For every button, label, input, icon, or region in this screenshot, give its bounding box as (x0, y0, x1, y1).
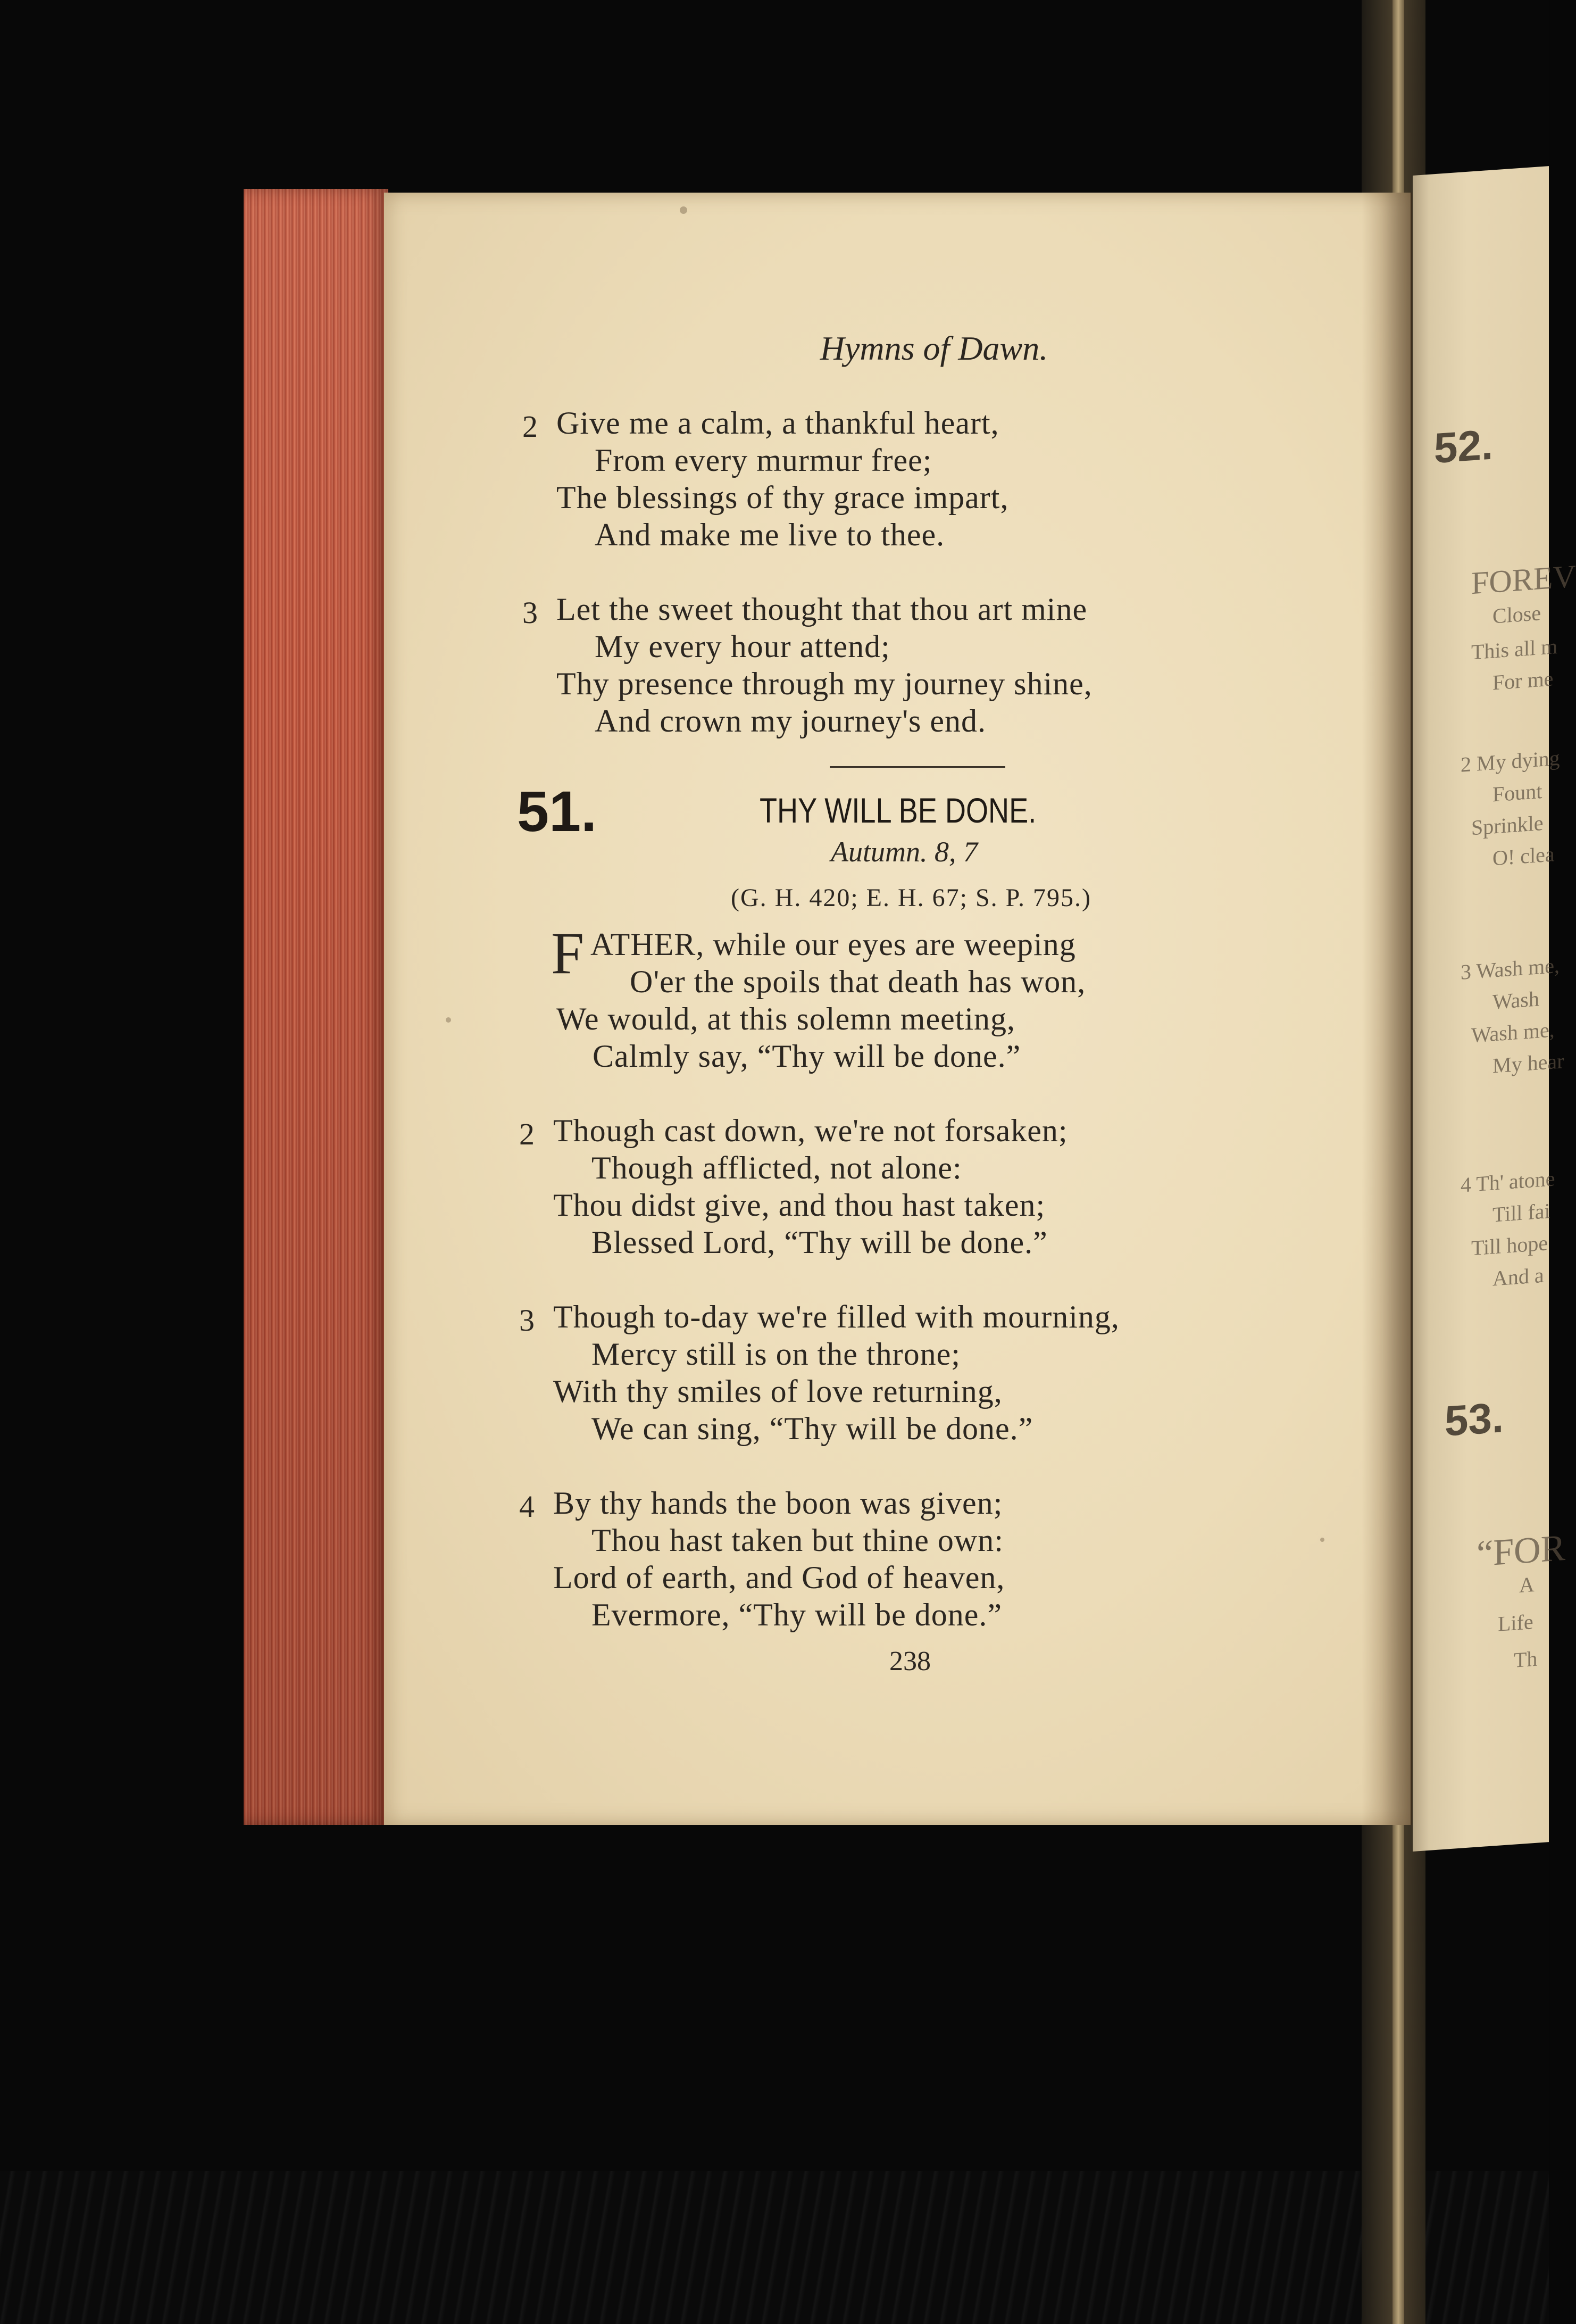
facing-page (1413, 166, 1576, 1852)
verse-line: With thy smiles of love returning, (553, 1374, 1003, 1409)
verse-line: Though cast down, we're not forsaken; (553, 1113, 1068, 1148)
hymn-title: THY WILL BE DONE. (760, 791, 1037, 830)
verse-line: Thou didst give, and thou hast taken; (553, 1188, 1046, 1223)
verse-line: Thy presence through my journey shine, (556, 666, 1093, 701)
verse-line: We would, at this solemn meeting, (556, 1001, 1016, 1036)
facing-line: My hear (1492, 1049, 1564, 1078)
verse-line: From every murmur free; (595, 443, 932, 478)
facing-line: For me (1492, 666, 1554, 695)
facing-line: 4 Th' atone (1461, 1166, 1555, 1197)
verse-line: The blessings of thy grace impart, (556, 480, 1009, 515)
hymnal-references: (G. H. 420; E. H. 67; S. P. 795.) (731, 884, 1092, 912)
facing-line: And a (1492, 1263, 1544, 1291)
paper-speck (446, 1017, 451, 1023)
verse-line: And make me live to thee. (595, 517, 945, 552)
facing-line: Wash (1492, 986, 1539, 1014)
verse-line: O'er the spoils that death has won, (630, 964, 1086, 999)
paper-speck (1320, 1538, 1324, 1542)
facing-line: Till fai (1492, 1198, 1550, 1227)
tune-meter: Autumn. 8, 7 (831, 836, 978, 868)
page-edges-shade (244, 189, 388, 1825)
verse-line: Calmly say, “Thy will be done.” (593, 1039, 1021, 1074)
verse-line: Though afflicted, not alone: (591, 1150, 962, 1185)
verse-line: Give me a calm, a thankful heart, (556, 405, 999, 441)
scanner-bed (0, 2171, 1549, 2324)
verse-line: By thy hands the boon was given; (553, 1485, 1003, 1521)
facing-line: 3 Wash me, (1461, 953, 1560, 984)
verse-line: Blessed Lord, “Thy will be done.” (591, 1225, 1048, 1260)
drop-cap: F (551, 920, 585, 986)
verse-line: ATHER, while our eyes are weeping (590, 927, 1076, 962)
page-number: 238 (889, 1646, 931, 1676)
verse-number: 4 (519, 1489, 535, 1524)
verse-line: Thou hast taken but thine own: (591, 1523, 1004, 1558)
verse-line: Though to-day we're filled with mourning, (553, 1299, 1120, 1334)
verse-line: Mercy still is on the throne; (591, 1337, 961, 1372)
section-divider (830, 766, 1005, 768)
hymn-number: 51. (517, 779, 597, 843)
facing-hymn-52-number: 52. (1434, 420, 1494, 472)
running-header: Hymns of Dawn. (820, 329, 1048, 367)
facing-line: 2 My dying (1461, 745, 1560, 777)
verse-line: And crown my journey's end. (595, 703, 987, 738)
facing-line: Close (1492, 601, 1541, 628)
facing-line: Th (1514, 1646, 1538, 1672)
verse-line: Evermore, “Thy will be done.” (591, 1597, 1003, 1632)
page-gutter-shadow (1362, 193, 1412, 1825)
facing-line: Wash me, (1471, 1017, 1555, 1048)
paper-speck (680, 206, 687, 214)
verse-number: 2 (519, 1117, 535, 1151)
verse-line: My every hour attend; (595, 629, 890, 664)
facing-line: “FOR (1477, 1527, 1566, 1575)
verse-number: 3 (522, 595, 538, 630)
facing-line: Life (1498, 1609, 1533, 1636)
verse-line: We can sing, “Thy will be done.” (591, 1411, 1033, 1446)
facing-line: Till hope (1471, 1231, 1548, 1260)
facing-line: This all m (1471, 634, 1558, 665)
facing-line: Fount (1492, 778, 1542, 807)
facing-line: Sprinkle (1471, 810, 1544, 840)
facing-line: O! clea (1492, 842, 1555, 870)
facing-hymn-53-number: 53. (1445, 1393, 1504, 1445)
verse-line: Let the sweet thought that thou art mine (556, 592, 1088, 627)
verse-number: 3 (519, 1303, 535, 1338)
verse-line: Lord of earth, and God of heaven, (553, 1560, 1005, 1595)
facing-line: A (1519, 1572, 1535, 1598)
facing-line: FOREV (1471, 558, 1576, 601)
verse-number: 2 (522, 409, 538, 444)
